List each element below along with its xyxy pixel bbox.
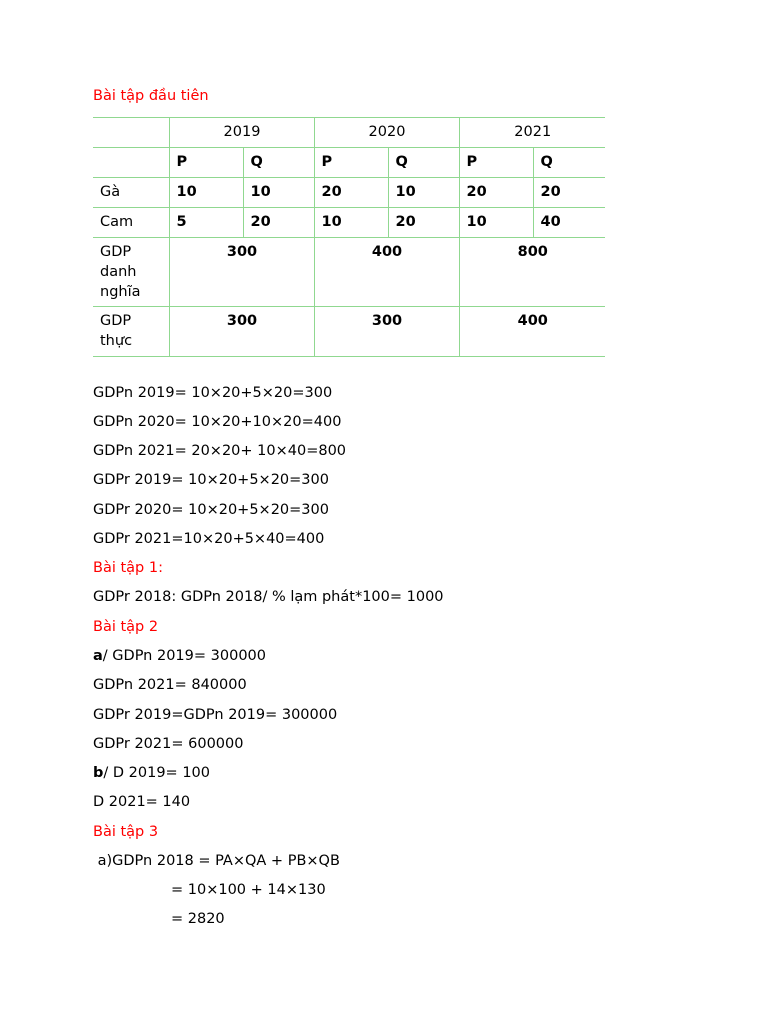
table-cell: 300	[169, 238, 314, 307]
exercise1-line: GDPr 2018: GDPn 2018/ % lạm phát*100= 1000	[93, 589, 444, 605]
heading-exercise-3: Bài tập 3	[93, 824, 159, 840]
row-label: Cam	[93, 208, 169, 238]
table-header-row	[93, 118, 605, 148]
table-cell: 10	[314, 208, 388, 238]
table-row	[93, 178, 605, 208]
exercise2-line: D 2021= 140	[93, 794, 191, 810]
table-cell: 5	[169, 208, 243, 238]
table-cell: 20	[243, 208, 314, 238]
table-cell: 20	[388, 208, 459, 238]
gdp-table	[93, 117, 605, 357]
table-row-gdp-nominal	[93, 238, 605, 307]
calc-line: GDPn 2019= 10×20+5×20=300	[93, 385, 333, 401]
table-cell: 20	[533, 178, 605, 208]
exercise2-part-a	[93, 646, 266, 666]
exercise2-line: GDPr 2019=GDPn 2019= 300000	[93, 707, 338, 723]
part-a-text: / GDPn 2019= 300000	[102, 648, 266, 664]
exercise3-line: = 2820	[171, 911, 225, 927]
part-b-marker: b	[93, 765, 104, 781]
exercise3-line: = 10×100 + 14×130	[171, 882, 326, 898]
quantity-header: Q	[388, 148, 459, 178]
table-cell: 20	[459, 178, 533, 208]
year-header: 2020	[314, 118, 459, 148]
part-a-marker: a	[93, 648, 103, 664]
exercise2-line: GDPr 2021= 600000	[93, 736, 244, 752]
heading-exercise-1: Bài tập 1:	[93, 560, 163, 576]
table-cell	[93, 148, 169, 178]
heading-first-exercise: Bài tập đầu tiên	[93, 88, 209, 104]
table-cell: 10	[243, 178, 314, 208]
price-header: P	[169, 148, 243, 178]
table-cell: 20	[314, 178, 388, 208]
exercise2-part-b	[93, 763, 210, 783]
row-label: GDP thực	[93, 307, 169, 357]
table-subheader-row	[93, 148, 605, 178]
part-b-text: / D 2019= 100	[103, 765, 210, 781]
calc-line: GDPr 2021=10×20+5×40=400	[93, 531, 325, 547]
table-cell: 400	[314, 238, 459, 307]
table-cell: 10	[459, 208, 533, 238]
price-header: P	[459, 148, 533, 178]
table-corner-cell	[93, 118, 169, 148]
year-header: 2021	[459, 118, 605, 148]
table-cell: 300	[314, 307, 459, 357]
table-row	[93, 208, 605, 238]
table-cell: 300	[169, 307, 314, 357]
year-header: 2019	[169, 118, 314, 148]
exercise2-line: GDPn 2021= 840000	[93, 677, 247, 693]
quantity-header: Q	[533, 148, 605, 178]
table-cell: 40	[533, 208, 605, 238]
table-cell: 400	[459, 307, 605, 357]
calc-line: GDPn 2020= 10×20+10×20=400	[93, 414, 342, 430]
row-label: Gà	[93, 178, 169, 208]
table-cell: 800	[459, 238, 605, 307]
calc-line: GDPr 2020= 10×20+5×20=300	[93, 502, 329, 518]
calc-line: GDPn 2021= 20×20+ 10×40=800	[93, 443, 347, 459]
heading-exercise-2: Bài tập 2	[93, 619, 159, 635]
price-header: P	[314, 148, 388, 178]
table-cell: 10	[388, 178, 459, 208]
exercise3-line: a)GDPn 2018 = PA×QA + PB×QB	[93, 853, 340, 869]
table-cell: 10	[169, 178, 243, 208]
quantity-header: Q	[243, 148, 314, 178]
row-label: GDP danh nghĩa	[93, 238, 169, 307]
calc-line: GDPr 2019= 10×20+5×20=300	[93, 472, 329, 488]
table-row-gdp-real	[93, 307, 605, 357]
